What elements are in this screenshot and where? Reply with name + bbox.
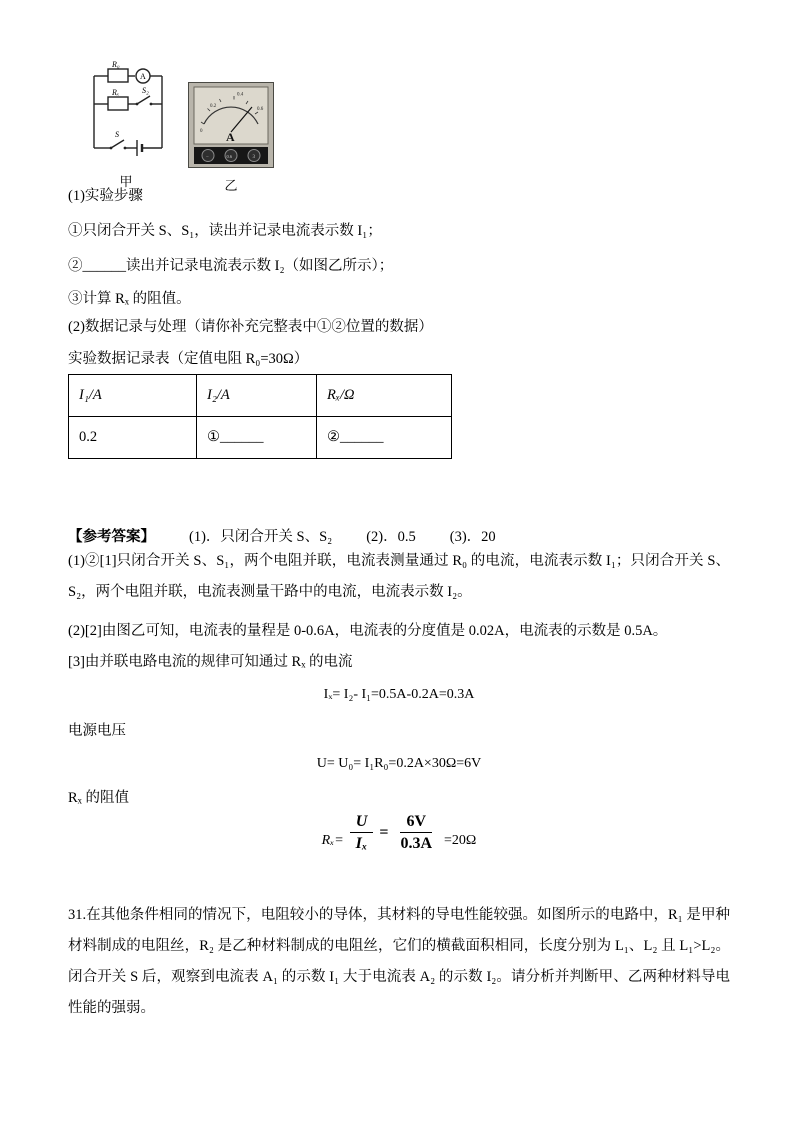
circuit-diagram-figure xyxy=(84,60,168,190)
answer-explanation-2: (2)[2]由图乙可知，电流表的量程是 0-0.6A，电流表的分度值是 0.02A，电流表的示数是 0.5A。 xyxy=(68,623,668,639)
circuit-diagram xyxy=(84,60,168,164)
answer-item-3: (3)．20 xyxy=(449,529,496,545)
switch-s-symbol xyxy=(111,140,124,148)
table-cell-i1-value: 0.2 xyxy=(69,417,197,459)
fraction-numerator-6v: 6V xyxy=(400,812,432,833)
step-3: ③计算 Rₓ 的阻值。 xyxy=(68,291,191,307)
meter-terminal-neg-label: − xyxy=(206,155,209,160)
fraction-u-over-ix xyxy=(350,812,374,853)
fraction-denominator-ix: Iₓ xyxy=(355,835,368,852)
question-31-text: 31.在其他条件相同的情况下，电阻较小的导体，其材料的导电性能较强。如图所示的电路中，R₁ 是甲种材料制成的电阻丝，R₂ 是乙种材料制成的电阻丝，它们的横截面积相同，长度分别为 L₁、L₂ 且 L₁>L₂。闭合开关 S 后，观察到电流表 A₁ 的示数 I₁ 大于电流表 A₂ 的示数 I₂。请分析并判断甲、乙两种材料导电性能的强弱。 xyxy=(68,907,730,1016)
ammeter-photo xyxy=(188,82,274,168)
steps-title: (1)实验步骤 xyxy=(68,188,143,204)
fraction-denominator-03a: 0.3A xyxy=(400,835,433,852)
circuit-label-rx: Rₓ xyxy=(112,88,120,97)
ammeter-photo-figure xyxy=(188,82,274,194)
meter-tick-06: 0.6 xyxy=(257,107,264,112)
table-cell-rx-blank: ②______ xyxy=(317,417,452,459)
circuit-label-s2: S₂ xyxy=(142,86,149,95)
table-row xyxy=(69,417,452,459)
step-1: ①只闭合开关 S、S₁，读出并记录电流表示数 I₁； xyxy=(68,223,382,239)
meter-caption: 乙 xyxy=(224,178,238,193)
data-processing-title: (2)数据记录与处理（请你补充完整表中①②位置的数据） xyxy=(68,319,433,335)
resistor-r0 xyxy=(108,69,128,82)
table-header-i1: I₁/A xyxy=(69,375,197,417)
meter-tick-04: 0.4 xyxy=(237,92,244,98)
meter-terminal-06-label: 0.6 xyxy=(226,154,233,159)
answer-explanation-1: (1)②[1]只闭合开关 S、S₁，两个电阻并联，电流表测量通过 R₀ 的电流，电流表示数 I₁；只闭合开关 S、S₂，两个电阻并联，电流表测量干路中的电流，电流表示数 I₂。 xyxy=(68,553,730,600)
answer-explanation-3: [3]由并联电路电流的规律可知通过 Rₓ 的电流 xyxy=(68,654,353,670)
formula-voltage: U= U₀= I₁R₀=0.2A×30Ω=6V xyxy=(316,756,482,771)
answer-item-2: (2)．0.5 xyxy=(366,529,416,545)
answer-item-1: (1)．只闭合开关 S、S₂ xyxy=(189,529,333,545)
fraction-numerator-u: U xyxy=(350,812,374,833)
fraction-prefix: Rₓ= xyxy=(321,833,344,848)
table-header-rx: Rₓ/Ω xyxy=(317,375,452,417)
formula-current: Iₓ= I₂- I₁=0.5A-0.2A=0.3A xyxy=(323,687,475,702)
meter-tick-0: 0 xyxy=(200,129,203,134)
circuit-label-ammeter: A xyxy=(140,72,146,81)
formula-resistance xyxy=(68,812,730,853)
meter-letter: A xyxy=(226,130,235,144)
circuit-caption: 甲 xyxy=(119,174,133,189)
rx-resistance-label: Rₓ 的阻值 xyxy=(68,790,130,806)
circuit-label-s: S xyxy=(115,130,119,139)
fraction-6v-over-03a xyxy=(394,812,438,853)
table-cell-i2-blank: ①______ xyxy=(197,417,317,459)
fraction-equals: = xyxy=(379,823,389,841)
table-header-row xyxy=(69,375,452,417)
fraction-result: =20Ω xyxy=(444,833,477,848)
switch-s2-symbol xyxy=(137,96,150,104)
step-2: ②______读出并记录电流表示数 I₂（如图乙所示）； xyxy=(68,258,394,274)
meter-terminal-3-label: 3 xyxy=(252,155,255,160)
table-caption: 实验数据记录表（定值电阻 R₀=30Ω） xyxy=(68,351,309,367)
experiment-data-table xyxy=(68,374,452,459)
reference-answer-label: 【参考答案】 xyxy=(68,529,155,545)
reference-answer-line xyxy=(68,525,496,546)
table-header-i2: I₂/A xyxy=(197,375,317,417)
circuit-label-r0: R₀ xyxy=(112,60,120,69)
meter-tick-02: 0.2 xyxy=(210,104,217,109)
resistor-rx xyxy=(108,97,128,110)
power-voltage-label: 电源电压 xyxy=(68,723,126,739)
